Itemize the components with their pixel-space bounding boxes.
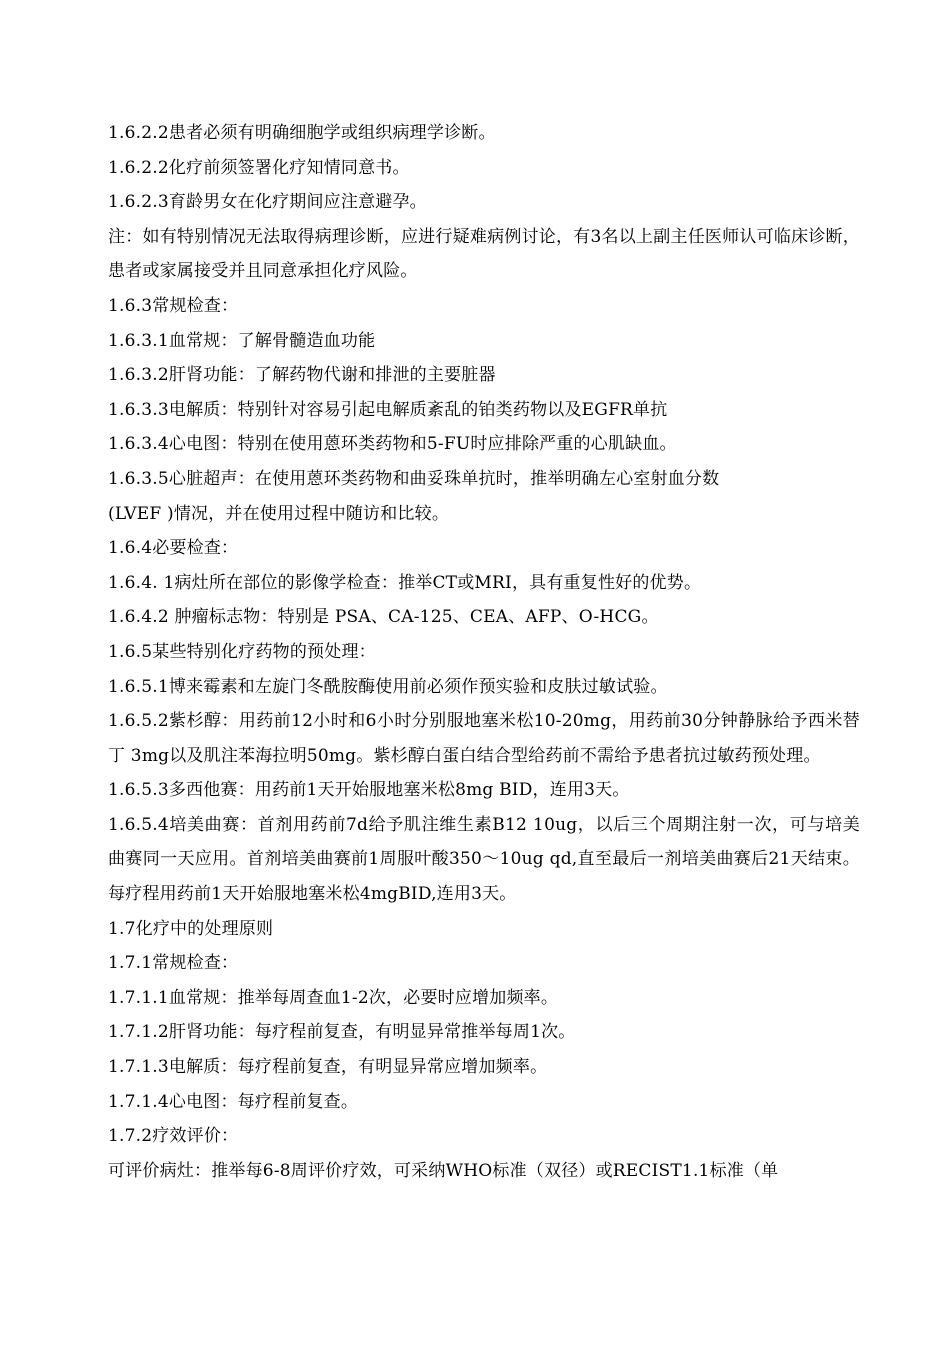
- paragraph-note: 注：如有特别情况无法取得病理诊断，应进行疑难病例讨论，有3名以上副主任医师认可临床诊断，患者或家属接受并且同意承担化疗风险。: [108, 226, 860, 282]
- paragraph: 1.6.3.3电解质：特别针对容易引起电解质紊乱的铂类药物以及EGFR单抗: [108, 399, 668, 420]
- section-heading: 1.7化疗中的处理原则: [108, 918, 274, 939]
- paragraph: (LVEF )情况，并在使用过程中随访和比较。: [108, 503, 450, 524]
- paragraph: 1.6.5.1博来霉素和左旋门冬酰胺酶使用前必须作预实验和皮肤过敏试验。: [108, 676, 668, 697]
- paragraph: 1.6.3.4心电图：特别在使用蒽环类药物和5-FU时应排除严重的心肌缺血。: [108, 434, 677, 455]
- paragraph: 1.7.1.3电解质：每疗程前复查，有明显异常应增加频率。: [108, 1057, 548, 1078]
- document-body: [108, 116, 860, 1188]
- paragraph: 1.6.3.5心脏超声：在使用蒽环类药物和曲妥珠单抗时，推举明确左心室射血分数: [108, 468, 720, 489]
- paragraph: 1.6.4. 1病灶所在部位的影像学检查：推举CT或MRI，具有重复性好的优势。: [108, 572, 702, 593]
- paragraph: 1.6.2.3育龄男女在化疗期间应注意避孕。: [108, 192, 427, 213]
- section-heading: 1.7.1常规检查：: [108, 953, 239, 974]
- section-heading: 1.6.4必要检查：: [108, 538, 239, 559]
- paragraph: 可评价病灶：推举每6-8周评价疗效，可采纳WHO标准（双径）或RECIST1.1标准（单: [108, 1160, 779, 1181]
- paragraph: 1.6.5.4培美曲赛：首剂用药前7d给予肌注维生素B12 10ug，以后三个周期注射一次，可与培美曲赛同一天应用。首剂培美曲赛前1周服叶酸350〜10ug qd,直至最后一剂培美曲赛后21天结束。每疗程用药前1天开始服地塞米松4mgBID,连用3天。: [108, 814, 860, 905]
- paragraph: 1.7.1.4心电图：每疗程前复查。: [108, 1091, 359, 1112]
- paragraph: 1.6.5.3多西他赛：用药前1天开始服地塞米松8mg BID，连用3天。: [108, 780, 630, 801]
- section-heading: 1.7.2疗效评价：: [108, 1126, 239, 1147]
- paragraph: 1.6.5.2紫杉醇：用药前12小时和6小时分别服地塞米松10-20mg，用药前30分钟静脉给予西米替丁 3mg以及肌注苯海拉明50mg。紫杉醇白蛋白结合型给药前不需给予患者抗过敏药预处理。: [108, 711, 860, 766]
- paragraph: 1.6.2.2化疗前须签署化疗知情同意书。: [108, 157, 410, 178]
- section-heading: 1.6.3常规检查：: [108, 295, 239, 316]
- paragraph: 1.7.1.1血常规：推举每周查血1-2次，必要时应增加频率。: [108, 987, 559, 1008]
- paragraph: 1.7.1.2肝肾功能：每疗程前复查，有明显异常推举每周1次。: [108, 1022, 576, 1043]
- section-heading: 1.6.5某些特别化疗药物的预处理：: [108, 641, 376, 662]
- paragraph: 1.6.4.2 肿瘤标志物：特别是 PSA、CA-125、CEA、AFP、O-HCG。: [108, 607, 659, 628]
- paragraph: 1.6.2.2患者必须有明确细胞学或组织病理学诊断。: [108, 123, 496, 143]
- paragraph: 1.6.3.1血常规：了解骨髓造血功能: [108, 330, 376, 351]
- paragraph: 1.6.3.2肝肾功能：了解药物代谢和排泄的主要脏器: [108, 365, 496, 386]
